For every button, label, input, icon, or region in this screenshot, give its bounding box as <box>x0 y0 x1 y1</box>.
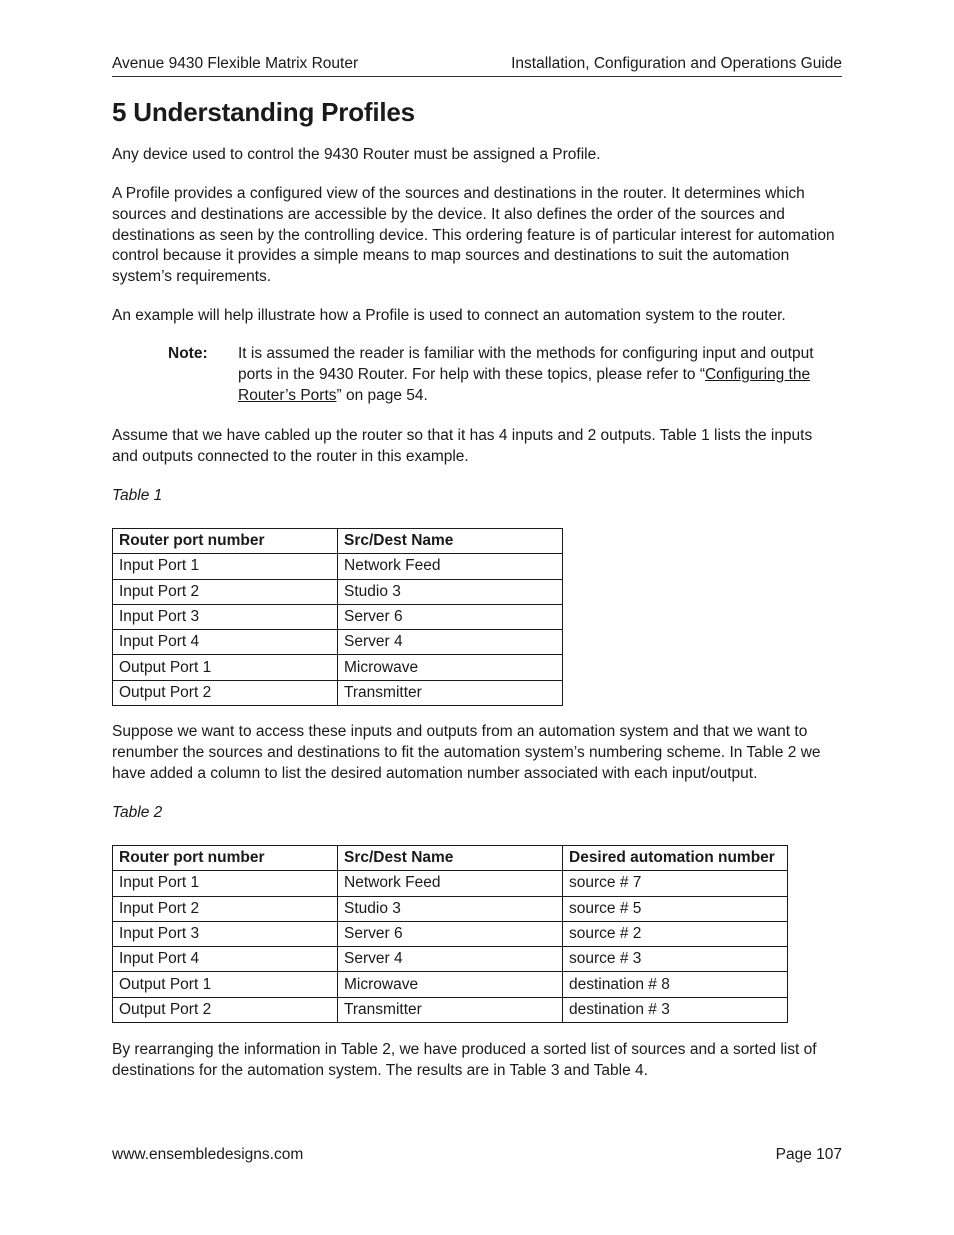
table-cell: Network Feed <box>338 871 563 896</box>
chapter-title: 5 Understanding Profiles <box>112 97 415 127</box>
page-footer <box>112 1146 842 1164</box>
table-row <box>113 604 563 629</box>
table-cell: Network Feed <box>338 554 563 579</box>
table-cell: Input Port 1 <box>113 554 338 579</box>
table-row <box>113 947 788 972</box>
table-row <box>113 680 563 705</box>
table-cell: Output Port 1 <box>113 972 338 997</box>
table2 <box>112 845 788 1023</box>
table-cell: Server 6 <box>338 921 563 946</box>
table-row <box>113 972 788 997</box>
table-cell: destination # 3 <box>563 997 788 1022</box>
paragraph-results: By rearranging the information in Table 2, we have produced a sorted list of sources and a sorted list of destinations for the automation system. The results are in Table 3 and Table 4. <box>112 1041 817 1079</box>
paragraph-cabling: Assume that we have cabled up the router so that it has 4 inputs and 2 outputs. Table 1 lists the inputs and outputs connected to the router in this example. <box>112 427 813 465</box>
table1 <box>112 528 563 706</box>
paragraph-renumber: Suppose we want to access these inputs and outputs from an automation system and that we want to renumber the sources and destinations to fit the automation system’s numbering scheme. In Table 2 we have added a column to list the desired automation number associated with each input/output. <box>112 723 821 782</box>
table-cell: Microwave <box>338 972 563 997</box>
note-text-before: It is assumed the reader is familiar with the methods for configuring input and output ports in the 9430 Router. For help with these topics, please refer to “ <box>238 345 814 383</box>
table-cell: Transmitter <box>338 680 563 705</box>
table-cell: source # 3 <box>563 947 788 972</box>
note-label: Note: <box>168 345 208 362</box>
footer-website: www.ensembledesigns.com <box>112 1146 304 1163</box>
table-row <box>113 997 788 1022</box>
table-header-cell: Router port number <box>113 846 338 871</box>
table2-caption: Table 2 <box>112 804 163 821</box>
table-cell: Studio 3 <box>338 896 563 921</box>
table-cell: Input Port 2 <box>113 896 338 921</box>
table-row <box>113 655 563 680</box>
table-cell: Input Port 3 <box>113 604 338 629</box>
page-header <box>112 54 842 77</box>
table-cell: Input Port 2 <box>113 579 338 604</box>
table-cell: Output Port 2 <box>113 997 338 1022</box>
note-text <box>238 344 828 406</box>
table-header-row <box>113 846 788 871</box>
table-header-cell: Router port number <box>113 529 338 554</box>
table-row <box>113 871 788 896</box>
paragraph-example-intro: An example will help illustrate how a Profile is used to connect an automation system to the router. <box>112 307 786 324</box>
table-cell: Transmitter <box>338 997 563 1022</box>
table-row <box>113 921 788 946</box>
configuring-ports-link[interactable]: Configuring the Router’s Ports <box>238 365 811 404</box>
footer-page-number: Page 107 <box>775 1146 842 1163</box>
table-row <box>113 630 563 655</box>
table-row <box>113 896 788 921</box>
table-cell: Studio 3 <box>338 579 563 604</box>
table-cell: destination # 8 <box>563 972 788 997</box>
table-row <box>113 554 563 579</box>
table-header-cell: Src/Dest Name <box>338 529 563 554</box>
table-row <box>113 579 563 604</box>
table-cell: Input Port 4 <box>113 947 338 972</box>
table-header-row <box>113 529 563 554</box>
table-cell: Output Port 2 <box>113 680 338 705</box>
paragraph-profile-definition: A Profile provides a configured view of the sources and destinations in the router. It determines which sources and destinations are accessible by the device. It also defines the order of the sources and destinations as seen by the controlling device. This ordering feature is of particular interest for automation control because it provides a simple means to map sources and destinations to suit the automation system’s requirements. <box>112 185 835 286</box>
table-cell: Microwave <box>338 655 563 680</box>
table-header-cell: Src/Dest Name <box>338 846 563 871</box>
table-header-cell: Desired automation number <box>563 846 788 871</box>
table-cell: Input Port 4 <box>113 630 338 655</box>
table-cell: Server 4 <box>338 630 563 655</box>
table-cell: Output Port 1 <box>113 655 338 680</box>
table-cell: source # 7 <box>563 871 788 896</box>
table-cell: source # 5 <box>563 896 788 921</box>
table1-caption: Table 1 <box>112 487 163 504</box>
paragraph-intro: Any device used to control the 9430 Router must be assigned a Profile. <box>112 146 601 163</box>
table-cell: Input Port 3 <box>113 921 338 946</box>
table-cell: Server 6 <box>338 604 563 629</box>
header-guide-title: Installation, Configuration and Operations Guide <box>511 55 842 72</box>
note-text-after: ” on page 54. <box>336 386 428 404</box>
table-cell: Input Port 1 <box>113 871 338 896</box>
header-product-name: Avenue 9430 Flexible Matrix Router <box>112 55 359 72</box>
table-cell: source # 2 <box>563 921 788 946</box>
table-cell: Server 4 <box>338 947 563 972</box>
